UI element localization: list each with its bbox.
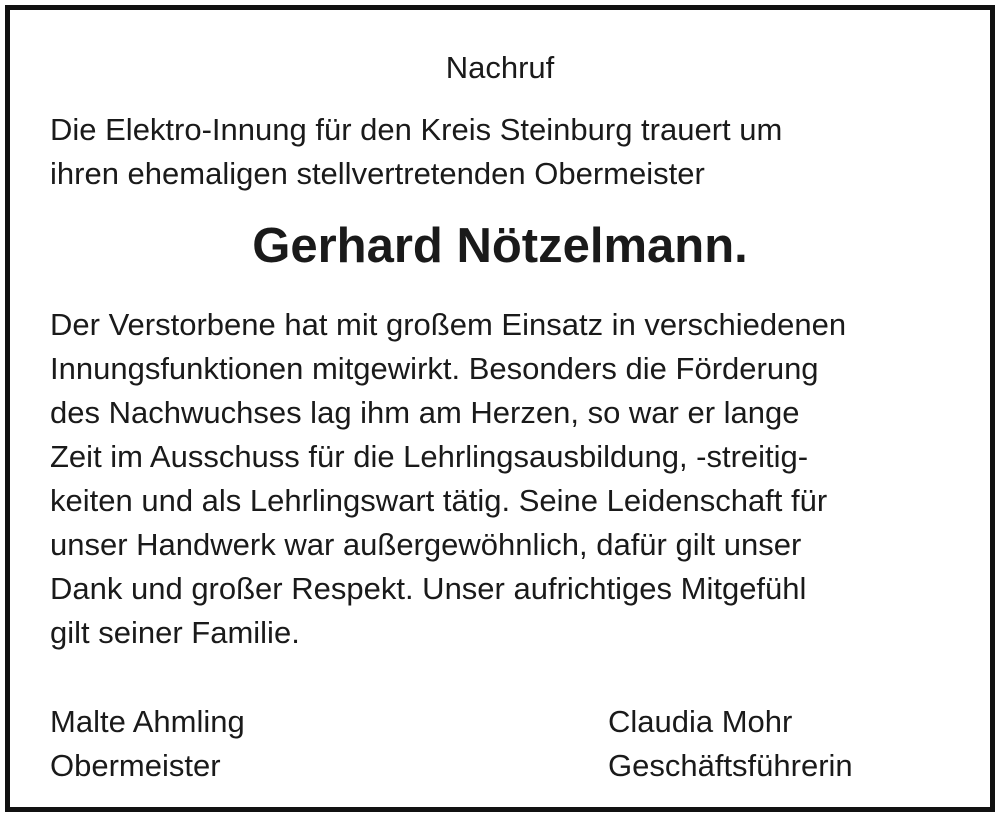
notice-heading: Nachruf bbox=[445, 50, 555, 85]
tribute-paragraph bbox=[50, 303, 846, 655]
tribute-line: gilt seiner Familie. bbox=[50, 615, 300, 650]
intro-line: ihren ehemaligen stellvertretenden Obermeister bbox=[50, 156, 705, 191]
intro-paragraph bbox=[50, 108, 782, 196]
signatory-left bbox=[50, 700, 245, 788]
obituary-notice-frame bbox=[5, 5, 995, 812]
signatory-name: Claudia Mohr bbox=[608, 704, 793, 739]
tribute-line: des Nachwuchses lag ihm am Herzen, so war er lange bbox=[50, 395, 800, 430]
signatory-name: Malte Ahmling bbox=[50, 704, 245, 739]
tribute-line: unser Handwerk war außergewöhnlich, dafür gilt unser bbox=[50, 527, 802, 562]
signatory-right bbox=[608, 700, 853, 788]
tribute-line: keiten und als Lehrlingswart tätig. Seine Leidenschaft für bbox=[50, 483, 828, 518]
signatory-title: Obermeister bbox=[50, 748, 221, 783]
tribute-line: Zeit im Ausschuss für die Lehrlingsausbildung, -streitig- bbox=[50, 439, 809, 474]
intro-line: Die Elektro-Innung für den Kreis Steinburg trauert um bbox=[50, 112, 783, 147]
tribute-line: Der Verstorbene hat mit großem Einsatz in verschiedenen bbox=[50, 307, 847, 342]
deceased-name: Gerhard Nötzelmann. bbox=[252, 219, 748, 273]
signatory-title: Geschäftsführerin bbox=[608, 748, 853, 783]
tribute-line: Innungsfunktionen mitgewirkt. Besonders die Förderung bbox=[50, 351, 819, 386]
tribute-line: Dank und großer Respekt. Unser aufrichtiges Mitgefühl bbox=[50, 571, 807, 606]
